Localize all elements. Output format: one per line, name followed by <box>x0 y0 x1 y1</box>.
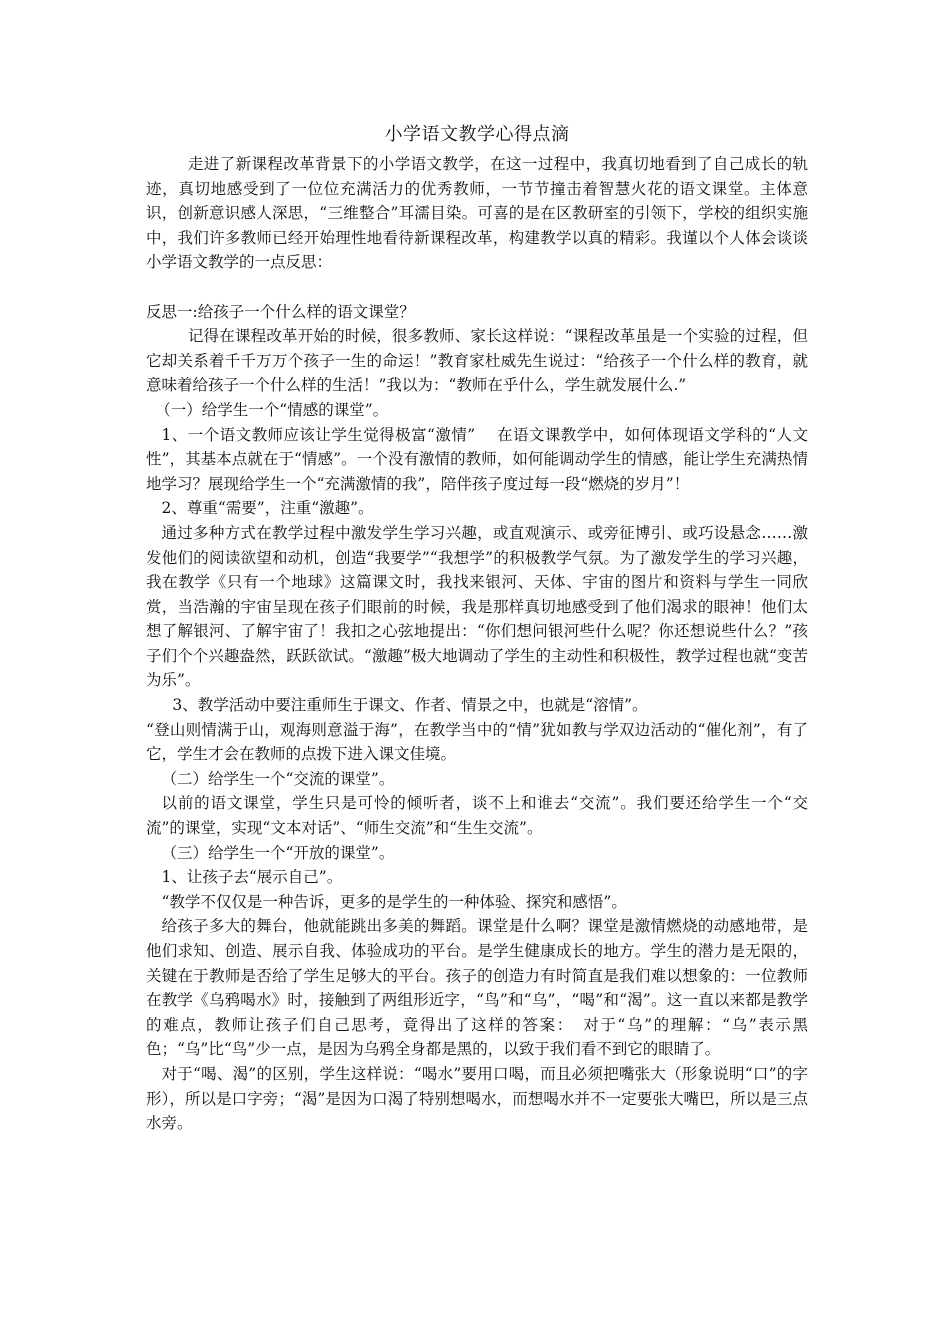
blank-line <box>146 275 808 300</box>
paragraph: 1、让孩子去“展示自己”。 <box>161 868 343 887</box>
document-title: 小学语文教学心得点滴 <box>384 124 570 145</box>
subheading-emotional-classroom: （一）给学生一个“情感的课堂”。 <box>155 400 389 419</box>
paragraph: 2、尊重“需要”，注重“激趣”。 <box>161 499 374 518</box>
paragraph: “教学不仅仅是一种告诉，更多的是学生的一种体验、探究和感悟”。 <box>161 892 627 911</box>
intro-paragraph: 走进了新课程改革背景下的小学语文教学，在这一过程中，我真切地看到了自己成长的轨迹，真切地感受到了一位位充满活力的优秀教师，一节节撞击着智慧火花的语文课堂。主体意识，创新意识感人深思，“三维整合”耳濡目染。可喜的是在区教研室的引领下，学校的组织实施中，我们许多教师已经开始理性地看待新课程改革，构建教学以真的精彩。我谨以个人体会谈谈小学语文教学的一点反思： <box>146 155 808 272</box>
document-body <box>146 120 808 1136</box>
paragraph: 记得在课程改革开始的时候，很多教师、家长这样说：“课程改革虽是一个实验的过程，但它却关系着千千万万个孩子一生的命运！”教育家杜威先生说过：“给孩子一个什么样的教育，就意味着给孩子一个什么样的生活！”我以为：“教师在乎什么，学生就发展什么.” <box>146 327 808 395</box>
paragraph: 给孩子多大的舞台，他就能跳出多美的舞蹈。课堂是什么啊？课堂是激情燃烧的动感地带，是他们求知、创造、展示自我、体验成功的平台。是学生健康成长的地方。学生的潜力是无限的，关键在于教师是否给了学生足够大的平台。孩子的创造力有时简直是我们难以想象的：一位教师在教学《乌鸦喝水》时，接触到了两组形近字，“鸟”和“乌”，“喝”和“渴”。这一直以来都是教学的难点，教师让孩子们自己思考，竟得出了这样的答案： 对于“乌”的理解：“乌”表示黑色；“乌”比“鸟”少一点，是因为乌鸦全身都是黑的，以致于我们看不到它的眼睛了。 <box>146 917 808 1059</box>
section-heading-reflection-1: 反思一:给孩子一个什么样的语文课堂？ <box>146 302 415 321</box>
paragraph: 通过多种方式在教学过程中激发学生学习兴趣，或直观演示、或旁征博引、或巧设悬念……激发他们的阅读欲望和动机，创造“我要学”“我想学”的积极教学气氛。为了激发学生的学习兴趣，我在教学《只有一个地球》这篇课文时，我找来银河、天体、宇宙的图片和资料与学生一同欣赏，当浩瀚的宇宙呈现在孩子们眼前的时候，我是那样真切地感受到了他们渴求的眼神！他们太想了解银河、了解宇宙了！我扣之心弦地提出：“你们想问银河些什么呢？你还想说些什么？”孩子们个个兴趣盎然，跃跃欲试。“激趣”极大地调动了学生的主动性和积极性，教学过程也就“变苦为乐”。 <box>146 523 808 690</box>
subheading-communication-classroom: （二）给学生一个“交流的课堂”。 <box>161 769 395 788</box>
subheading-open-classroom: （三）给学生一个“开放的课堂”。 <box>161 843 395 862</box>
paragraph: 3、教学活动中要注重师生于课文、作者、情景之中，也就是“溶情”。 <box>172 696 648 715</box>
paragraph: 对于“喝、渴”的区别，学生这样说：“喝水”要用口喝，而且必须把嘴张大（形象说明“口”的字形），所以是口字旁；“渴”是因为口渴了特别想喝水，而想喝水并不一定要张大嘴巴，所以是三点水旁。 <box>146 1064 808 1133</box>
paragraph: 1、一个语文教师应该让学生觉得极富“激情” 在语文课教学中，如何体现语文学科的“人文性”，其基本点就在于“情感”。一个没有激情的教师，如何能调动学生的情感，能让学生充满热情地学习？展现给学生一个“充满激情的我”，陪伴孩子度过每一段“燃烧的岁月”！ <box>146 425 808 493</box>
paragraph: 以前的语文课堂，学生只是可怜的倾听者，谈不上和谁去“交流”。我们要还给学生一个“交流”的课堂，实现“文本对话”、“师生交流”和“生生交流”。 <box>146 794 808 838</box>
paragraph: “登山则情满于山，观海则意溢于海”，在教学当中的“情”犹如教与学双边活动的“催化剂”，有了它，学生才会在教师的点拨下进入课文佳境。 <box>146 720 808 764</box>
